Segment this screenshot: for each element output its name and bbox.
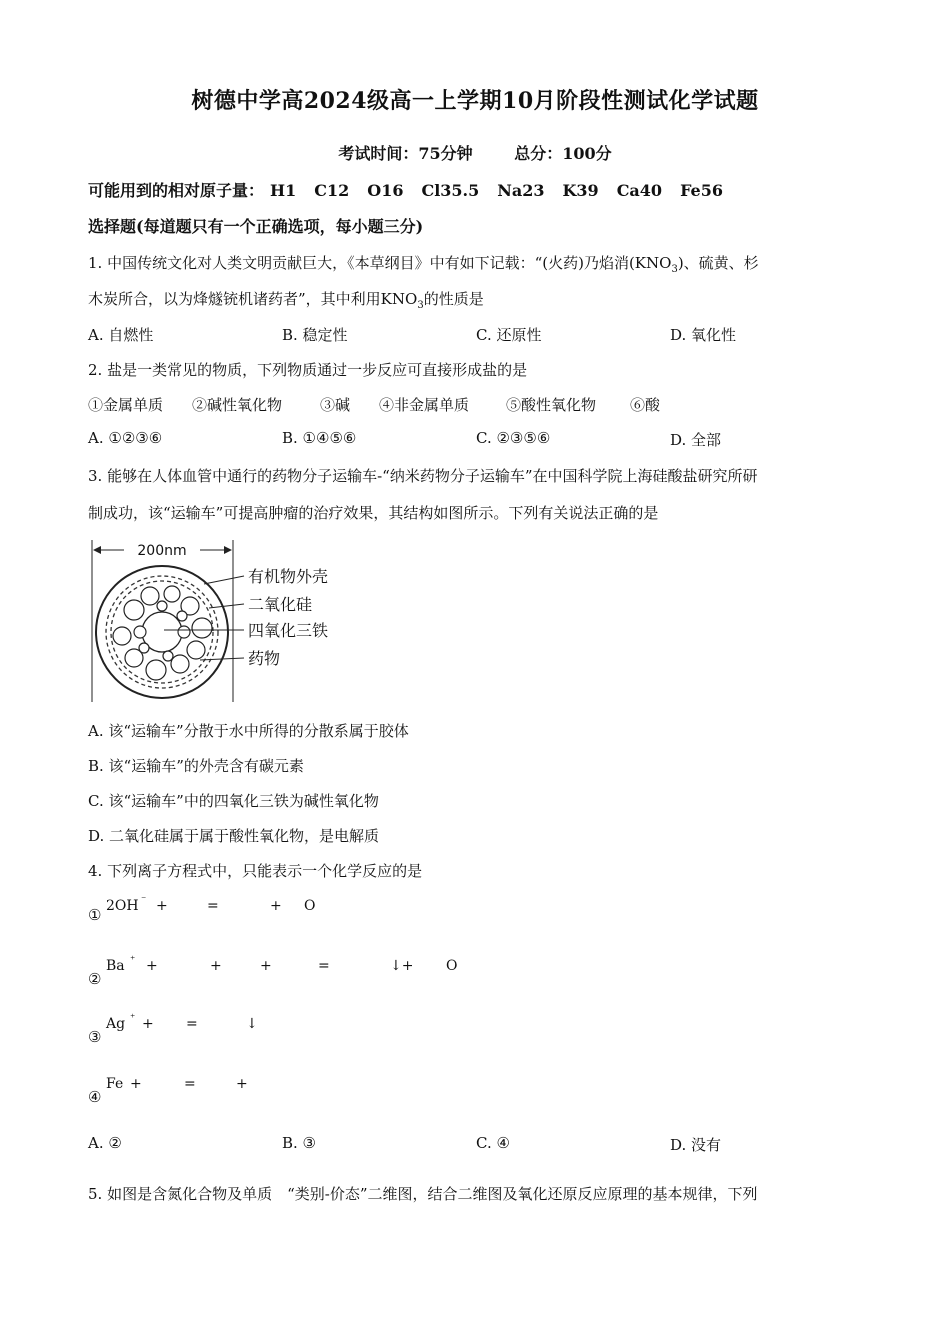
q2-options (88, 429, 868, 449)
q2-item: ⑥酸 (630, 396, 661, 414)
q4-eq1-num: ① (88, 906, 102, 924)
q1-text: )、硫黄、杉 (677, 254, 759, 272)
q1-stem-line2 (88, 288, 484, 311)
q2-item: ④非金属单质 (379, 396, 470, 414)
q3-option-c[interactable]: C. 该“运输车”中的四氧化三铁为碱性氧化物 (88, 792, 379, 810)
atomic-mass-item: Fe56 (680, 181, 723, 200)
label-organic-shell: 有机物外壳 (248, 567, 329, 586)
atomic-mass-item: H1 (270, 181, 297, 200)
leader-line (204, 576, 244, 584)
q3-stem-line2: 制成功，该“运输车”可提高肿瘤的治疗效果，其结构如图所示。下列有关说法正确的是 (88, 504, 659, 522)
q3-option-a[interactable]: A. 该“运输车”分散于水中所得的分散系属于胶体 (88, 722, 409, 740)
eq-operator: + (270, 898, 282, 914)
eq-operator: = (207, 898, 219, 914)
eq-operator: + (210, 958, 222, 974)
q4-eq3-num: ③ (88, 1028, 102, 1046)
q2-stem: 2. 盐是一类常见的物质，下列物质通过一步反应可直接形成盐的是 (88, 361, 528, 379)
eq-operator: = (184, 1076, 196, 1092)
eq-operator: ↓+ (390, 958, 414, 974)
atomic-mass-item: C12 (314, 181, 350, 200)
eq-term: Fe (106, 1076, 124, 1092)
eq-operator: + (142, 1016, 154, 1032)
eq-term: 2OH (106, 898, 139, 914)
q4-stem: 4. 下列离子方程式中，只能表示一个化学反应的是 (88, 862, 423, 880)
q1-option-b[interactable]: B. 稳定性 (282, 326, 348, 344)
q4-options (88, 1134, 868, 1154)
q2-item: ①金属单质 (88, 396, 164, 414)
label-drug: 药物 (248, 649, 281, 668)
q2-option-a[interactable]: A. ①②③⑥ (88, 429, 163, 447)
eq-charge: ⁻ (141, 895, 147, 906)
exam-info (0, 141, 950, 164)
q3-stem-line1: 3. 能够在人体血管中通行的药物分子运输车-“纳米药物分子运输车”在中国科学院上海硅酸盐研究所研 (88, 467, 758, 485)
q2-option-c[interactable]: C. ②③⑤⑥ (476, 429, 551, 447)
q4-option-b[interactable]: B. ③ (282, 1134, 317, 1152)
atomic-mass-item: O16 (367, 181, 404, 200)
q4-equation-4 (106, 1076, 306, 1098)
atomic-masses (88, 178, 741, 201)
eq-term: Ba (106, 958, 125, 974)
q2-items (88, 394, 868, 414)
label-iron-oxide: 四氧化三铁 (248, 621, 329, 640)
q1-options (88, 324, 868, 344)
q4-equation-3 (106, 1013, 306, 1038)
nanocarrier-diagram (82, 536, 362, 706)
eq-operator: + (130, 1076, 142, 1092)
q2-item: ②碱性氧化物 (192, 396, 283, 414)
atomic-mass-item: Cl35.5 (421, 181, 480, 200)
q2-item: ③碱 (320, 396, 351, 414)
eq-operator: = (186, 1016, 198, 1032)
q2-item: ⑤酸性氧化物 (506, 396, 597, 414)
atomic-mass-item: K39 (562, 181, 599, 200)
q5-stem-line1: 5. 如图是含氮化合物及单质 “类别-价态”二维图，结合二维图及氧化还原反应原理的基本规律，下列 (88, 1185, 758, 1203)
arrow-right-icon (224, 546, 232, 554)
q4-option-a[interactable]: A. ② (88, 1134, 122, 1152)
q1-text: 木炭所合，以为烽燧铳机诸药者”，其中利用KNO (88, 290, 418, 308)
section-heading: 选择题(每道题只有一个正确选项，每小题三分) (88, 217, 424, 236)
page-title: 树德中学高2024级高一上学期10月阶段性测试化学试题 (191, 88, 759, 114)
leader-line (209, 604, 244, 608)
q4-equation-1 (106, 895, 426, 920)
atomic-mass-item: Ca40 (616, 181, 663, 200)
q1-text: 1. 中国传统文化对人类文明贡献巨大，《本草纲目》中有如下记载：“(火药)乃焰消(KNO (88, 254, 672, 272)
arrow-left-icon (93, 546, 101, 554)
q2-option-d[interactable]: D. 全部 (670, 431, 722, 449)
exam-total: 总分：100分 (514, 144, 612, 163)
q1-subscript: 3 (417, 300, 424, 311)
label-silica: 二氧化硅 (248, 595, 313, 614)
q1-option-a[interactable]: A. 自燃性 (88, 326, 154, 344)
q4-equation-2 (106, 955, 486, 980)
q4-eq4-num: ④ (88, 1088, 102, 1106)
q2-option-b[interactable]: B. ①④⑤⑥ (282, 429, 357, 447)
eq-charge: ⁺ (130, 955, 136, 966)
q3-option-b[interactable]: B. 该“运输车”的外壳含有碳元素 (88, 757, 304, 775)
eq-term: O (304, 898, 316, 914)
q1-subscript: 3 (671, 264, 678, 275)
eq-charge: ⁺ (130, 1013, 136, 1024)
q4-eq2-num: ② (88, 970, 102, 988)
atomic-mass-item: Na23 (497, 181, 545, 200)
q1-text: 的性质是 (423, 290, 484, 308)
eq-operator: + (146, 958, 158, 974)
q4-option-d[interactable]: D. 没有 (670, 1136, 722, 1154)
exam-time: 考试时间：75分钟 (338, 144, 473, 163)
eq-term: O (446, 958, 458, 974)
q1-option-c[interactable]: C. 还原性 (476, 326, 542, 344)
q4-option-c[interactable]: C. ④ (476, 1134, 510, 1152)
eq-operator: + (236, 1076, 248, 1092)
q1-option-d[interactable]: D. 氧化性 (670, 326, 737, 344)
eq-operator: = (318, 958, 330, 974)
q1-stem-line1 (88, 252, 759, 275)
eq-operator: + (260, 958, 272, 974)
eq-term: Ag (106, 1016, 126, 1032)
eq-operator: ↓ (246, 1016, 258, 1032)
atomic-masses-label: 可能用到的相对原子量： (88, 181, 265, 200)
scale-label: 200nm (137, 543, 187, 559)
q3-option-d[interactable]: D. 二氧化硅属于属于酸性氧化物，是电解质 (88, 827, 380, 845)
eq-operator: + (156, 898, 168, 914)
